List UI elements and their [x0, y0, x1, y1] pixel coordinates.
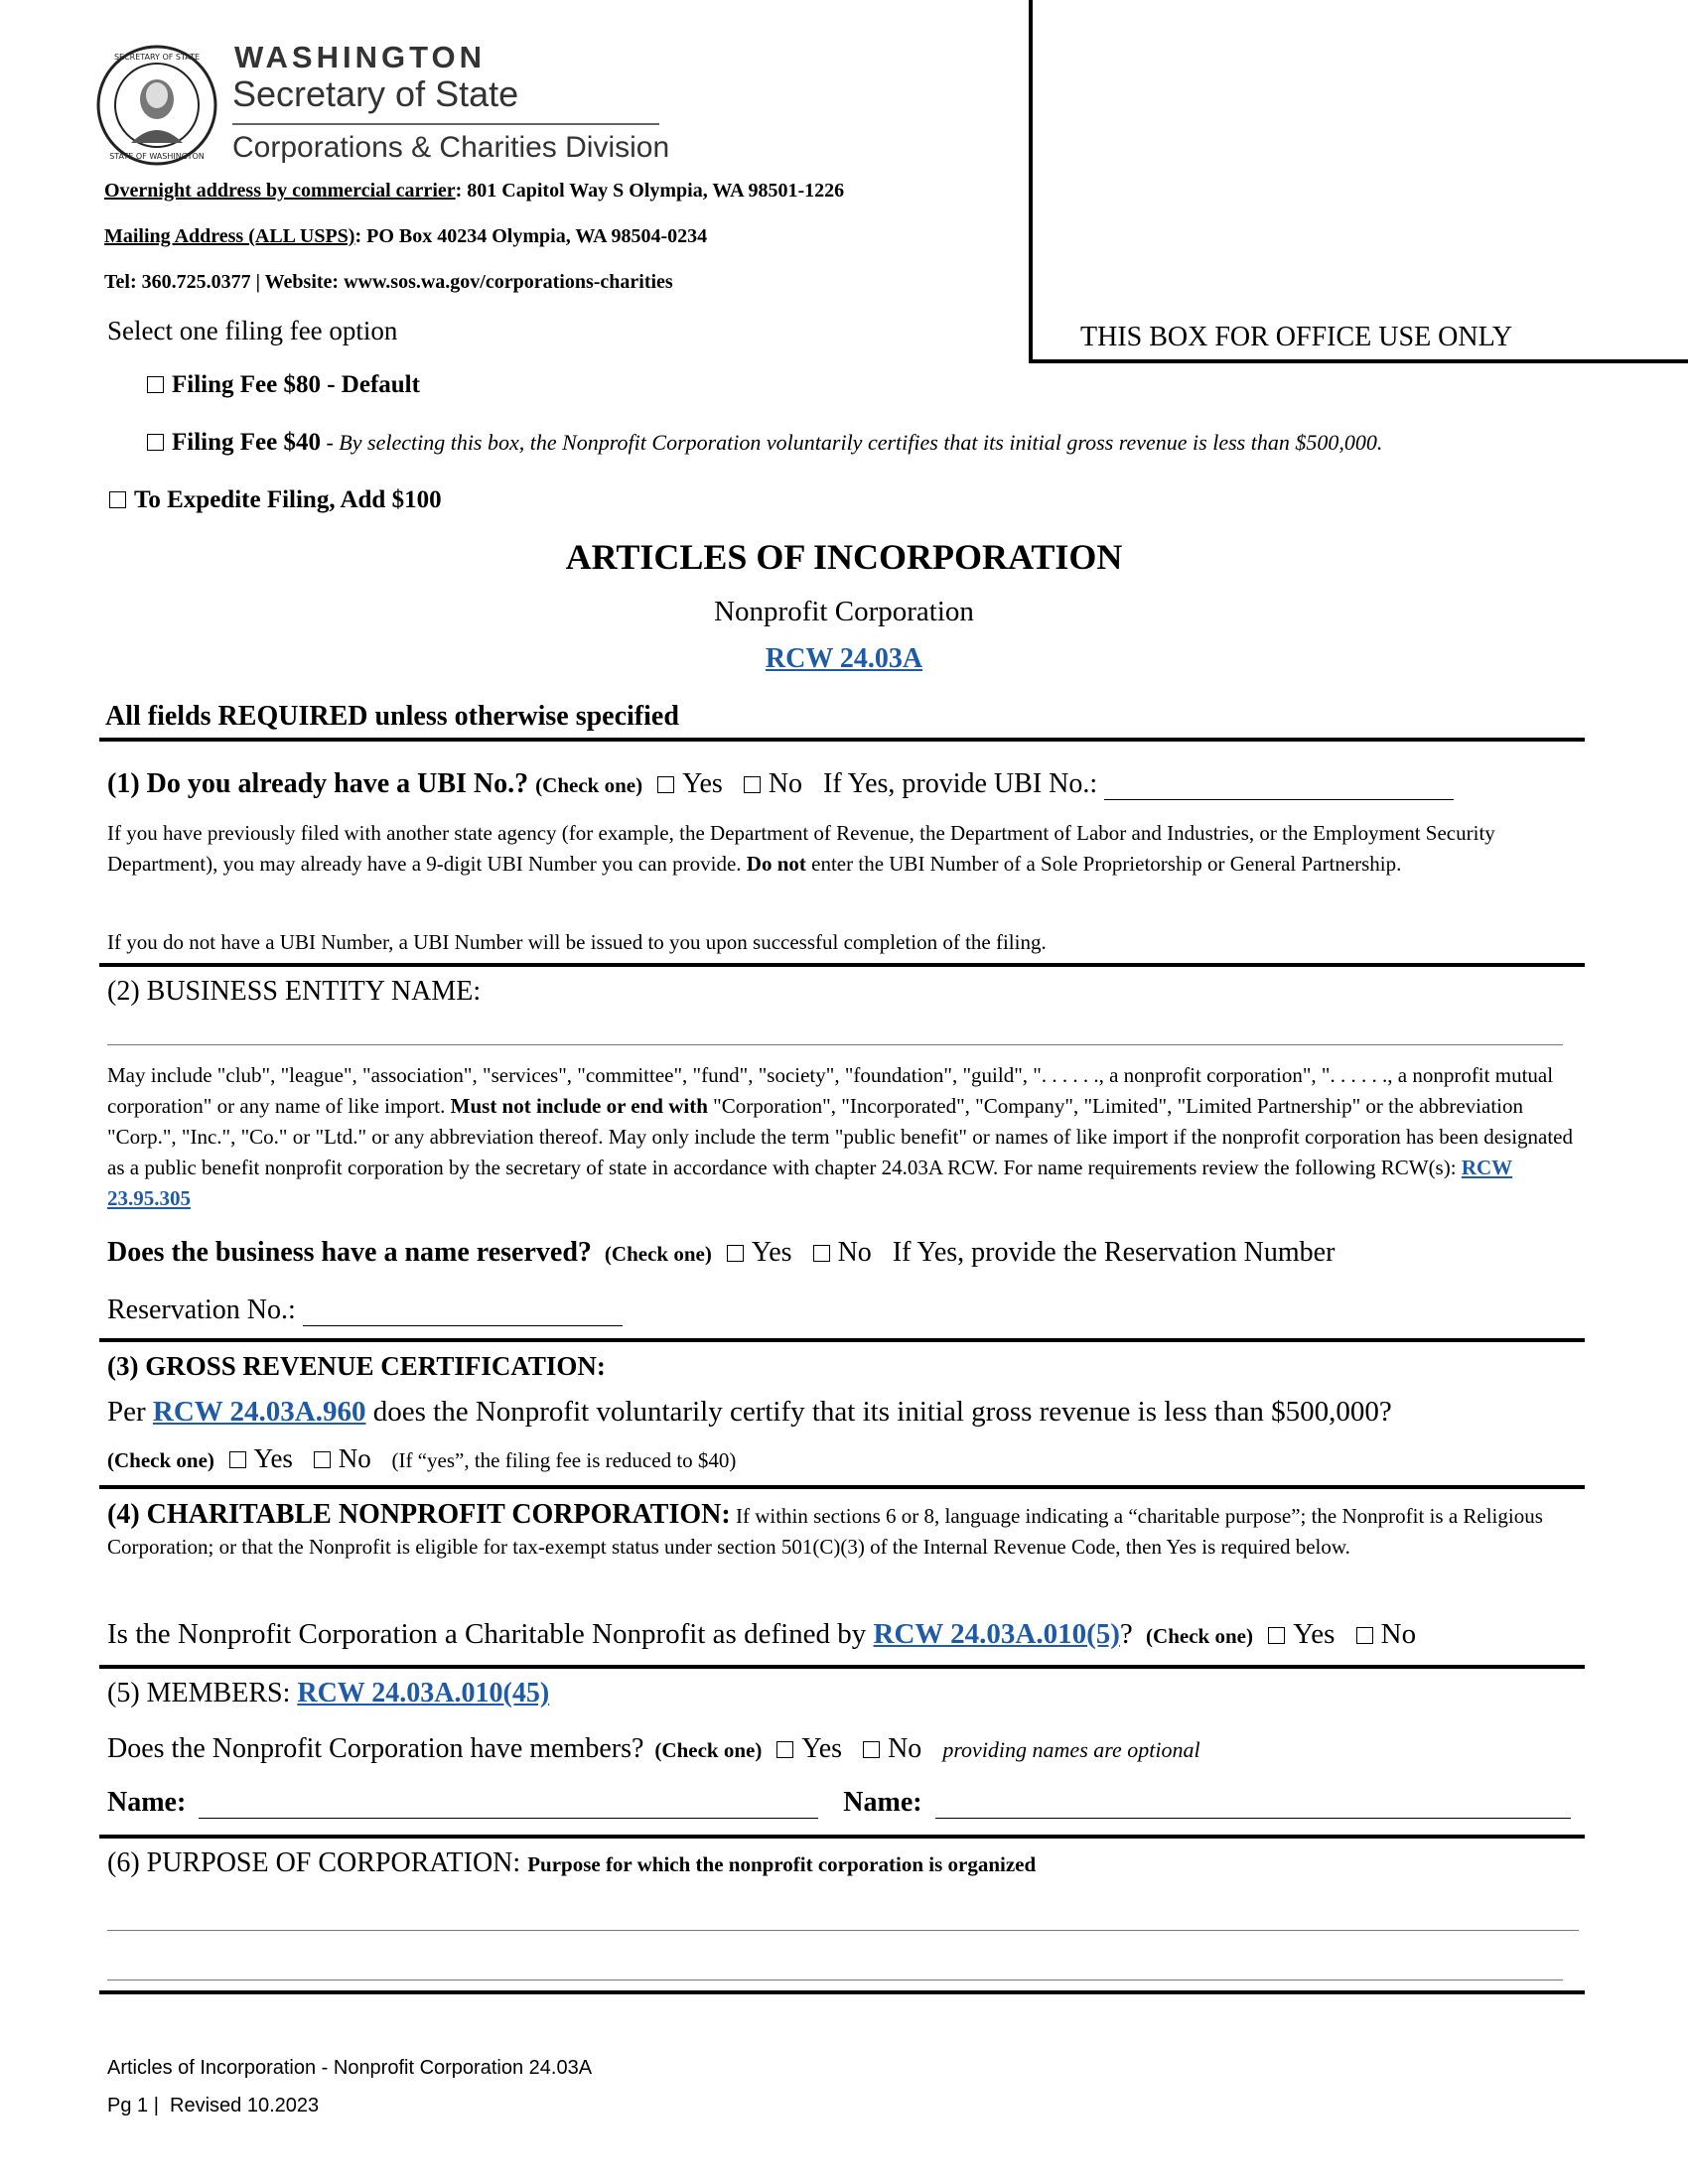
footer-form-name: Articles of Incorporation - Nonprofit Corporation 24.03A: [107, 2057, 593, 2079]
divider-7: [99, 1990, 1585, 1994]
rcw-24-03a-960-link[interactable]: RCW 24.03A.960: [152, 1396, 366, 1428]
overnight-address: Overnight address by commercial carrier: 801 Capitol Way S Olympia, WA 98501-1226: [104, 180, 845, 202]
ubi-no-checkbox[interactable]: [744, 776, 761, 793]
fee-default-checkbox[interactable]: [147, 376, 164, 393]
rcw-24-03a-link[interactable]: RCW 24.03A: [765, 643, 923, 674]
members-yes-checkbox[interactable]: [776, 1741, 793, 1758]
fee-heading: Select one filing fee option: [107, 316, 398, 345]
purpose-input-line-2[interactable]: [107, 1979, 1563, 1980]
members-question-row: Does the Nonprofit Corporation have members? (Check one) Yes No providing names are optional: [107, 1733, 1200, 1764]
state-seal-logo: [95, 44, 218, 167]
divider-6: [99, 1835, 1585, 1839]
charitable-no-checkbox[interactable]: [1356, 1627, 1373, 1644]
member-name-row: Name: Name:: [107, 1787, 1571, 1819]
office-use-box: [1029, 0, 1688, 363]
rcw-link-title: [0, 643, 1688, 675]
org-name-secretary: Secretary of State: [232, 73, 519, 114]
entity-name-heading: (2) BUSINESS ENTITY NAME:: [107, 976, 482, 1007]
divider-3: [99, 1338, 1585, 1342]
entity-name-rules: May include "club", "league", "association", "services", "committee", "fund", "society", "foundation", "guild", ". . . . . ., a nonprofit corporation", ". . . . . ., a nonprofit mutual corporation" or any name of like import. Must not include or end with "Corporation", "Incorporated", "Company", "Limited", "Limited Partnership" or the abbreviation "Corp.", "Inc.", "Co." or "Ltd." or any abbreviation thereof. May only include the term "public benefit" or names of like import if the nonprofit corporation has been designated as a public benefit nonprofit corporation by the secretary of state in accordance with chapter 24.03A RCW. For name requirements review the following RCW(s): RCW 23.95.305: [107, 1063, 1573, 1210]
gross-revenue-heading: (3) GROSS REVENUE CERTIFICATION:: [107, 1351, 606, 1381]
rcw-23-95-305-link[interactable]: RCW 23.95.305: [107, 1156, 1513, 1210]
divider-4: [99, 1485, 1585, 1489]
purpose-heading-row: (6) PURPOSE OF CORPORATION: Purpose for which the nonprofit corporation is organized: [107, 1847, 1037, 1878]
revenue-no-checkbox[interactable]: [314, 1451, 331, 1468]
fee-reduced-checkbox[interactable]: [147, 434, 164, 451]
mailing-address: Mailing Address (ALL USPS): PO Box 40234 Olympia, WA 98504-0234: [104, 225, 708, 247]
org-divider: [232, 123, 659, 125]
members-heading: (5) MEMBERS: RCW 24.03A.010(45): [107, 1678, 550, 1708]
fee-reduced-option[interactable]: Filing Fee $40 - By selecting this box, the Nonprofit Corporation voluntarily certifies that its initial gross revenue is less than $500,000.: [147, 429, 1382, 457]
ubi-yes-checkbox[interactable]: [657, 776, 674, 793]
ubi-question-row: (1) Do you already have a UBI No.? (Check one) Yes No If Yes, provide UBI No.:: [107, 768, 1454, 800]
divider-1: [99, 738, 1585, 742]
contact-info: Tel: 360.725.0377 | Website: www.sos.wa.gov/corporations-charities: [104, 271, 673, 293]
divider-5: [99, 1665, 1585, 1669]
reservation-number-input[interactable]: [303, 1299, 623, 1326]
reserved-no-checkbox[interactable]: [813, 1245, 830, 1262]
reserved-yes-checkbox[interactable]: [727, 1245, 744, 1262]
form-subtitle: Nonprofit Corporation: [714, 596, 974, 627]
org-name-division: Corporations & Charities Division: [232, 131, 670, 164]
org-name-washington: WASHINGTON: [234, 40, 486, 74]
svg-text:STATE OF WASHINGTON: STATE OF WASHINGTON: [109, 152, 205, 161]
charitable-yes-checkbox[interactable]: [1268, 1627, 1285, 1644]
member-name-2-input[interactable]: [935, 1792, 1571, 1819]
seal-icon: [95, 44, 218, 167]
office-use-label: THIS BOX FOR OFFICE USE ONLY: [1080, 322, 1513, 352]
member-name-1-input[interactable]: [199, 1792, 818, 1819]
gross-revenue-check-row: (Check one) Yes No (If “yes”, the filing fee is reduced to $40): [107, 1443, 737, 1473]
ubi-help-paragraph: If you have previously filed with another state agency (for example, the Department of Revenue, the Department of Labor and Industries, or the Employment Security Department), you may already have a 9-digit UBI Number you can provide. Do not enter the UBI Number of a Sole Proprietorship or General Partnership.: [107, 821, 1495, 876]
name-reserved-row: Does the business have a name reserved? (Check one) Yes No If Yes, provide the Reservation Number: [107, 1237, 1336, 1268]
purpose-input-line-1[interactable]: [107, 1930, 1579, 1931]
gross-revenue-question: Per RCW 24.03A.960 does the Nonprofit voluntarily certify that its initial gross revenue is less than $500,000?: [107, 1396, 1392, 1428]
divider-2: [99, 963, 1585, 967]
ubi-issued-note: If you do not have a UBI Number, a UBI Number will be issued to you upon successful completion of the filing.: [107, 930, 1047, 954]
footer-page-info: Pg 1 | Revised 10.2023: [107, 2095, 320, 2116]
members-no-checkbox[interactable]: [863, 1741, 880, 1758]
svg-text:SECRETARY OF STATE: SECRETARY OF STATE: [113, 53, 201, 62]
form-title: ARTICLES OF INCORPORATION: [565, 537, 1123, 577]
revenue-yes-checkbox[interactable]: [229, 1451, 246, 1468]
expedite-option[interactable]: To Expedite Filing, Add $100: [109, 486, 442, 514]
rcw-24-03a-010-45-link[interactable]: RCW 24.03A.010(45): [297, 1678, 550, 1708]
fee-default-option[interactable]: Filing Fee $80 - Default: [147, 371, 420, 399]
required-note: All fields REQUIRED unless otherwise specified: [105, 701, 679, 732]
entity-name-input[interactable]: [107, 1044, 1563, 1045]
ubi-number-input[interactable]: [1104, 773, 1454, 800]
expedite-checkbox[interactable]: [109, 491, 126, 508]
rcw-24-03a-010-5-link[interactable]: RCW 24.03A.010(5): [873, 1618, 1120, 1650]
charitable-section: (4) CHARITABLE NONPROFIT CORPORATION: If within sections 6 or 8, language indicating a “charitable purpose”; the Nonprofit is a Religious Corporation; or that the Nonprofit is eligible for tax-exempt status under section 501(C)(3) of the Internal Revenue Code, then Yes is required below.: [107, 1499, 1543, 1559]
charitable-question-row: Is the Nonprofit Corporation a Charitable Nonprofit as defined by RCW 24.03A.010(5)? (Check one) Yes No: [107, 1618, 1417, 1650]
reservation-number-row: Reservation No.:: [107, 1295, 623, 1326]
